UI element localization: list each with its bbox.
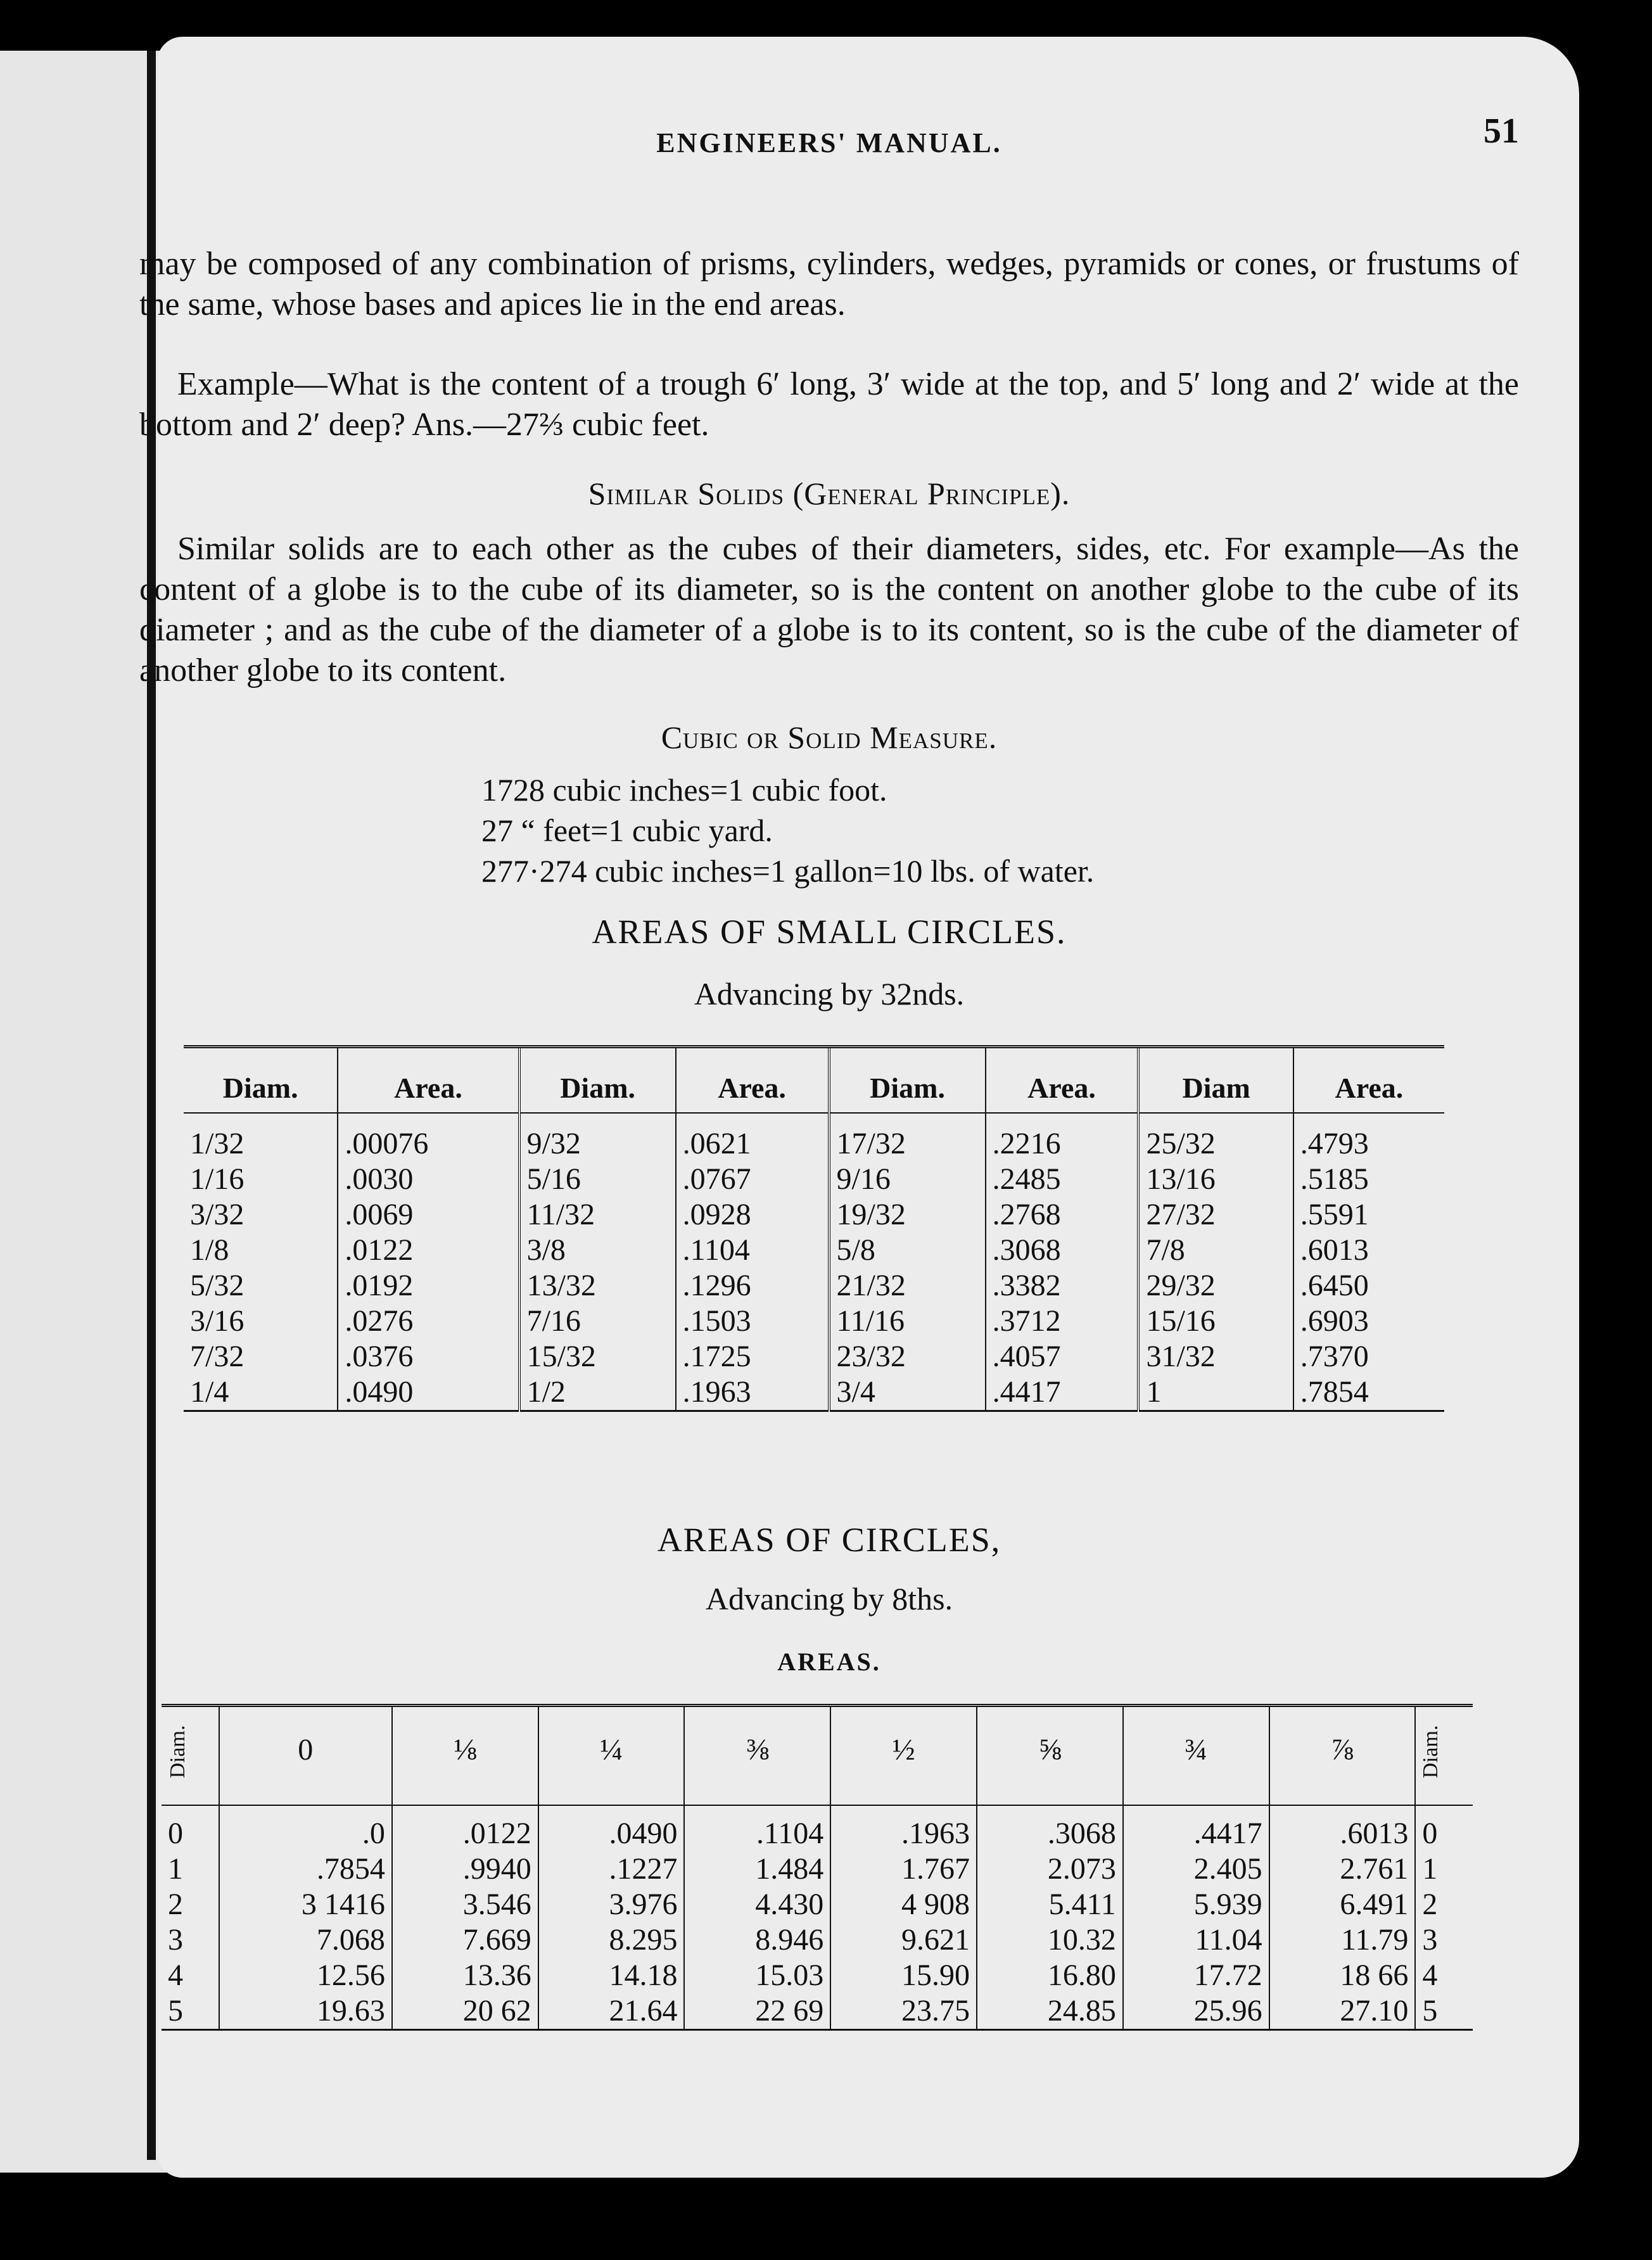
- diam-column: [1138, 1113, 1293, 1411]
- area-cell: .3712: [992, 1304, 1061, 1338]
- area-cell: 15.90: [901, 1958, 970, 1993]
- area-cell: 2.761: [1340, 1852, 1409, 1886]
- area-cell: .00076: [345, 1127, 429, 1160]
- diam-cell: 3/32: [190, 1198, 245, 1231]
- diam-cell: 19/32: [836, 1198, 906, 1231]
- area-cell: .3382: [992, 1269, 1061, 1302]
- area-column: [219, 1805, 392, 2030]
- diam-cell: 27/32: [1146, 1198, 1216, 1231]
- diam-column: [184, 1113, 338, 1411]
- area-cell: .0192: [345, 1269, 414, 1302]
- area-cell: .2768: [992, 1198, 1061, 1231]
- area-cell: .5591: [1300, 1198, 1369, 1231]
- area-cell: .1963: [901, 1817, 970, 1851]
- col-header: ⅝: [977, 1706, 1123, 1806]
- area-cell: 22 69: [755, 1994, 824, 2028]
- col-header: ⅛: [392, 1706, 538, 1806]
- diam-column: [829, 1113, 986, 1411]
- col-header: Diam.: [829, 1047, 986, 1114]
- col-header: ⅞: [1269, 1706, 1416, 1806]
- area-cell: 2.073: [1047, 1852, 1116, 1886]
- area-cell: 15.03: [755, 1958, 824, 1993]
- diam-cell: 17/32: [836, 1127, 906, 1160]
- area-cell: 4 908: [901, 1888, 970, 1922]
- diam-cell: 1/2: [526, 1375, 566, 1409]
- col-header: Diam: [1138, 1047, 1293, 1114]
- area-cell: .0928: [682, 1198, 751, 1231]
- area-cell: .6013: [1340, 1817, 1409, 1851]
- area-cell: 7.068: [316, 1923, 385, 1957]
- diam-cell: 3/4: [836, 1375, 875, 1409]
- col-header: ⅜: [684, 1706, 830, 1806]
- area-cell: .0122: [345, 1233, 414, 1267]
- area-cell: .6903: [1300, 1304, 1369, 1338]
- diam-cell: 0: [168, 1817, 183, 1851]
- diam-cell: 3: [168, 1923, 183, 1957]
- diam-cell: 5/16: [526, 1162, 581, 1196]
- circles-subtitle: Advancing by 8ths.: [705, 1581, 953, 1616]
- diam-cell: 1/16: [190, 1162, 245, 1196]
- area-cell: .4057: [992, 1340, 1061, 1373]
- area-cell: 8.295: [609, 1923, 678, 1957]
- area-cell: .1296: [682, 1269, 751, 1302]
- running-header: ENGINEERS' MANUAL.: [656, 127, 1002, 158]
- diam-cell: 31/32: [1146, 1340, 1216, 1373]
- area-cell: 4.430: [755, 1888, 824, 1922]
- area-cell: 17.72: [1193, 1958, 1262, 1993]
- area-cell: 11.79: [1341, 1923, 1409, 1957]
- area-cell: 3 1416: [301, 1888, 385, 1922]
- diam-cell: 7/8: [1146, 1233, 1185, 1267]
- circles-table: [162, 1704, 1473, 2031]
- diam-cell: 1/4: [190, 1375, 229, 1409]
- area-cell: .2485: [992, 1162, 1061, 1196]
- area-cell: .5185: [1300, 1162, 1369, 1196]
- area-cell: .2216: [992, 1127, 1061, 1160]
- diam-cell: 4: [168, 1958, 183, 1993]
- area-cell: .0767: [682, 1162, 751, 1196]
- cubic-measure-heading: Cubic or Solid Measure.: [661, 720, 998, 755]
- area-cell: .1963: [682, 1375, 751, 1409]
- area-column: [676, 1113, 829, 1411]
- area-cell: .6013: [1300, 1233, 1369, 1267]
- area-cell: .4793: [1300, 1127, 1369, 1160]
- diam-cell: 23/32: [836, 1340, 906, 1373]
- cubic-measure-list: [481, 770, 1519, 891]
- area-cell: .0490: [345, 1375, 414, 1409]
- diam-header-left: Diam.: [162, 1706, 219, 1806]
- area-cell: 1.767: [901, 1852, 970, 1886]
- diam-cell: 3: [1422, 1923, 1438, 1957]
- col-header: Area.: [1293, 1047, 1444, 1114]
- col-header: Diam.: [184, 1047, 338, 1114]
- area-cell: .1104: [682, 1233, 750, 1267]
- area-cell: .0621: [682, 1127, 751, 1160]
- diam-cell: 3/8: [526, 1233, 566, 1267]
- area-cell: 24.85: [1047, 1994, 1116, 2028]
- area-column: [1269, 1805, 1416, 2030]
- col-header: 0: [219, 1706, 392, 1806]
- diam-cell: 29/32: [1146, 1269, 1216, 1302]
- diam-cell: 11/16: [836, 1304, 905, 1338]
- area-column: [977, 1805, 1123, 2030]
- area-cell: .4417: [1193, 1817, 1262, 1851]
- area-cell: .4417: [992, 1375, 1061, 1409]
- diam-cell: 1: [1146, 1375, 1162, 1409]
- diam-cell: 4: [1422, 1958, 1438, 1993]
- area-cell: .1725: [682, 1340, 751, 1373]
- similar-solids-text: Similar solids are to each other as the cubes of their diameters, sides, etc. For example—As the content of a globe is to the cube of its diameter, so is the content on another globe to the cube of its diameter ; and as the cube of the diameter of a globe is to its content, so is the cube of the diameter of another globe to its content.: [139, 531, 1519, 689]
- areas-label: AREAS.: [777, 1647, 881, 1676]
- area-column: [986, 1113, 1139, 1411]
- col-header: ¾: [1123, 1706, 1269, 1806]
- diam-cell: 5/8: [836, 1233, 875, 1267]
- area-cell: .1503: [682, 1304, 751, 1338]
- area-cell: .7370: [1300, 1340, 1369, 1373]
- small-circles-subtitle: Advancing by 32nds.: [694, 976, 965, 1012]
- col-header: Area.: [676, 1047, 829, 1114]
- area-cell: 8.946: [755, 1923, 824, 1957]
- area-cell: 6.491: [1340, 1888, 1409, 1922]
- paragraph-1: may be composed of any combination of prisms, cylinders, wedges, pyramids or cones, or frustums of the same, whose bases and apices lie in the end areas.: [139, 246, 1519, 322]
- diam-cell: 9/32: [526, 1127, 581, 1160]
- area-column: [538, 1805, 685, 2030]
- diam-column-left: [162, 1805, 219, 2030]
- cubic-line: 1728 cubic inches=1 cubic foot.: [481, 772, 887, 808]
- col-header: ¼: [538, 1706, 685, 1806]
- area-cell: .0069: [345, 1198, 414, 1231]
- diam-cell: 11/32: [526, 1198, 595, 1231]
- diam-cell: 5: [1422, 1994, 1438, 2028]
- col-header: Diam.: [519, 1047, 676, 1114]
- diam-cell: 0: [1422, 1817, 1438, 1851]
- area-cell: .0: [362, 1817, 385, 1851]
- area-cell: .1227: [609, 1852, 678, 1886]
- diam-cell: 2: [1422, 1888, 1438, 1922]
- diam-cell: 1: [168, 1852, 183, 1886]
- small-circles-title: AREAS OF SMALL CIRCLES.: [592, 913, 1067, 951]
- area-cell: 19.63: [316, 1994, 385, 2028]
- area-cell: .0376: [345, 1340, 414, 1373]
- area-cell: 25.96: [1193, 1994, 1262, 2028]
- area-cell: 1.484: [755, 1852, 824, 1886]
- diam-column: [519, 1113, 676, 1411]
- area-cell: 9.621: [901, 1923, 970, 1957]
- cubic-line: 27 “ feet=1 cubic yard.: [481, 813, 773, 848]
- area-cell: .3068: [992, 1233, 1061, 1267]
- area-cell: 3.546: [462, 1888, 531, 1922]
- area-cell: 14.18: [609, 1958, 678, 1993]
- area-cell: 23.75: [901, 1994, 970, 2028]
- area-cell: 5.411: [1048, 1888, 1116, 1922]
- area-cell: 13.36: [462, 1958, 531, 1993]
- area-cell: 3.976: [609, 1888, 678, 1922]
- diam-cell: 21/32: [836, 1269, 906, 1302]
- diam-cell: 13/16: [1146, 1162, 1216, 1196]
- area-cell: .0276: [345, 1304, 414, 1338]
- area-cell: .3068: [1047, 1817, 1116, 1851]
- area-cell: .0490: [609, 1817, 678, 1851]
- diam-cell: 15/32: [526, 1340, 596, 1373]
- area-column: [392, 1805, 538, 2030]
- diam-cell: 1/8: [190, 1233, 229, 1267]
- diam-cell: 25/32: [1146, 1127, 1216, 1160]
- col-header: Area.: [338, 1047, 519, 1114]
- area-cell: 21.64: [609, 1994, 678, 2028]
- diam-cell: 5: [168, 1994, 183, 2028]
- diam-cell: 7/16: [526, 1304, 581, 1338]
- page-number: 51: [1484, 111, 1519, 151]
- diam-cell: 1: [1422, 1852, 1438, 1886]
- area-cell: .7854: [316, 1852, 385, 1886]
- col-header: Area.: [986, 1047, 1139, 1114]
- diam-cell: 15/16: [1146, 1304, 1216, 1338]
- area-cell: 12.56: [316, 1958, 385, 1993]
- diam-column-right: [1415, 1805, 1473, 2030]
- area-cell: 16.80: [1047, 1958, 1116, 1993]
- area-cell: 7.669: [462, 1923, 531, 1957]
- diam-cell: 7/32: [190, 1340, 245, 1373]
- small-circles-table: [184, 1045, 1444, 1412]
- diam-cell: 5/32: [190, 1269, 245, 1302]
- area-cell: 27.10: [1340, 1994, 1409, 2028]
- area-column: [1293, 1113, 1444, 1411]
- area-column: [338, 1113, 519, 1411]
- diam-cell: 2: [168, 1888, 183, 1922]
- area-cell: .7854: [1300, 1375, 1369, 1409]
- area-cell: 2.405: [1193, 1852, 1262, 1886]
- area-cell: .1104: [756, 1817, 824, 1851]
- similar-solids-heading: Similar Solids (General Principle).: [588, 476, 1071, 511]
- area-cell: 10.32: [1047, 1923, 1116, 1957]
- diam-cell: 13/32: [526, 1269, 596, 1302]
- area-cell: .6450: [1300, 1269, 1369, 1302]
- circles-title: AREAS OF CIRCLES,: [657, 1521, 1001, 1559]
- area-cell: 18 66: [1340, 1958, 1409, 1993]
- diam-header-right: Diam.: [1415, 1706, 1473, 1806]
- example-paragraph: Example—What is the content of a trough 6′ long, 3′ wide at the top, and 5′ long and 2′ wide at the bottom and 2′ deep? Ans.—27⅔ cubic feet.: [139, 366, 1519, 443]
- area-column: [684, 1805, 830, 2030]
- area-cell: .9940: [462, 1852, 531, 1886]
- cubic-line: 277·274 cubic inches=1 gallon=10 lbs. of water.: [481, 853, 1095, 889]
- area-column: [1123, 1805, 1269, 2030]
- area-cell: 5.939: [1193, 1888, 1262, 1922]
- diam-cell: 3/16: [190, 1304, 245, 1338]
- area-cell: .0122: [462, 1817, 531, 1851]
- area-cell: 20 62: [462, 1994, 531, 2028]
- area-cell: 11.04: [1195, 1923, 1262, 1957]
- col-header: ½: [830, 1706, 977, 1806]
- area-cell: .0030: [345, 1162, 414, 1196]
- diam-cell: 9/16: [836, 1162, 891, 1196]
- diam-cell: 1/32: [190, 1127, 245, 1160]
- area-column: [830, 1805, 977, 2030]
